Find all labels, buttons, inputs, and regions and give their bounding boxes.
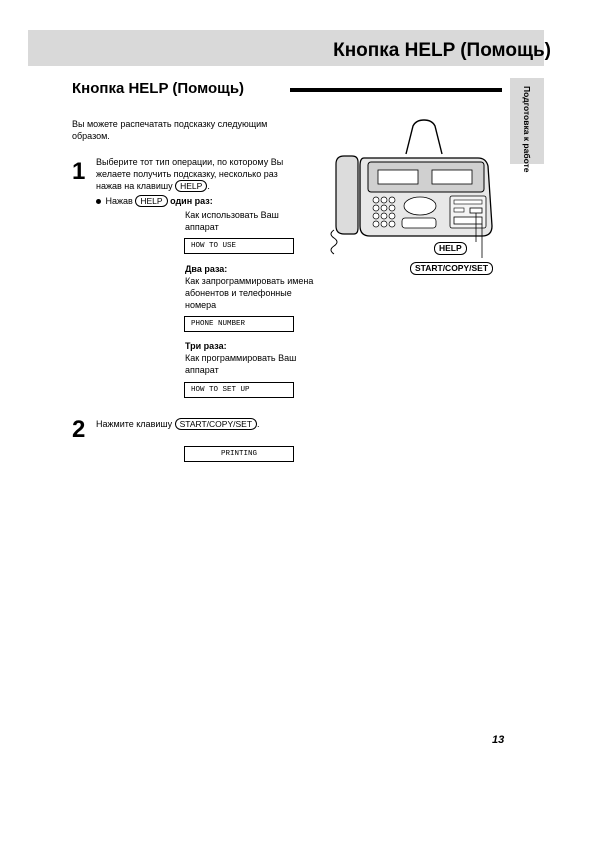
section-title: Кнопка HELP (Помощь) xyxy=(72,80,245,97)
callout-start-copy-set: START/COPY/SET xyxy=(410,262,493,275)
intro-text: Вы можете распечатать подсказку следующим образом. xyxy=(72,119,268,141)
bullet-help-key: HELP xyxy=(135,195,167,207)
step-1-text xyxy=(96,156,302,192)
option-1 xyxy=(185,209,315,233)
panel-button xyxy=(454,208,464,212)
step-1-bullet xyxy=(96,195,213,207)
lcd-how-to-set-up: HOW TO SET UP xyxy=(184,382,294,398)
bullet-suffix: один раз: xyxy=(170,196,213,206)
callout-help: HELP xyxy=(434,242,467,255)
paper-holder-wire xyxy=(406,120,442,154)
paper-slot-right xyxy=(432,170,472,184)
option-2 xyxy=(185,263,315,311)
step-1-instruction: Выберите тот тип операции, по которому Вы желаете получить подсказку, несколько раз нажав на клавишу xyxy=(96,157,284,191)
step-1-end: . xyxy=(207,181,210,191)
function-buttons xyxy=(402,218,436,228)
fax-machine-illustration xyxy=(320,118,505,258)
option-3 xyxy=(185,340,315,376)
lcd-phone-number: PHONE NUMBER xyxy=(184,316,294,332)
start-copy-set-key-label: START/COPY/SET xyxy=(175,418,257,430)
start-button-marker xyxy=(454,217,482,224)
option-2-desc: Как запрограммировать имена абонентов и телефонные номера xyxy=(185,276,314,310)
page-number: 13 xyxy=(492,734,505,746)
lcd-printing: PRINTING xyxy=(184,446,294,462)
banner-title: Кнопка HELP (Помощь) xyxy=(333,40,551,61)
handset xyxy=(336,156,358,234)
help-button-marker xyxy=(470,208,482,213)
paper-slot-left xyxy=(378,170,418,184)
option-1-desc: Как использовать Ваш аппарат xyxy=(185,210,279,232)
lcd-how-to-use: HOW TO USE xyxy=(184,238,294,254)
side-tab-label: Подготовка к работе xyxy=(522,86,532,173)
title-rule xyxy=(290,88,502,92)
bullet-dot xyxy=(96,199,101,204)
step-1-number: 1 xyxy=(72,158,86,185)
step-2-text xyxy=(96,418,306,430)
handset-cord xyxy=(331,230,337,254)
option-2-head: Два раза: xyxy=(185,264,228,274)
panel-row xyxy=(454,200,482,204)
step-2-end: . xyxy=(257,419,260,429)
bullet-prefix: Нажав xyxy=(105,196,133,206)
option-3-head: Три раза: xyxy=(185,341,227,351)
help-key-label: HELP xyxy=(175,180,207,192)
step-2-number: 2 xyxy=(72,416,86,443)
option-3-desc: Как программировать Ваш аппарат xyxy=(185,353,297,375)
display-window xyxy=(404,197,436,215)
step-2-instruction: Нажмите клавишу xyxy=(96,419,173,429)
